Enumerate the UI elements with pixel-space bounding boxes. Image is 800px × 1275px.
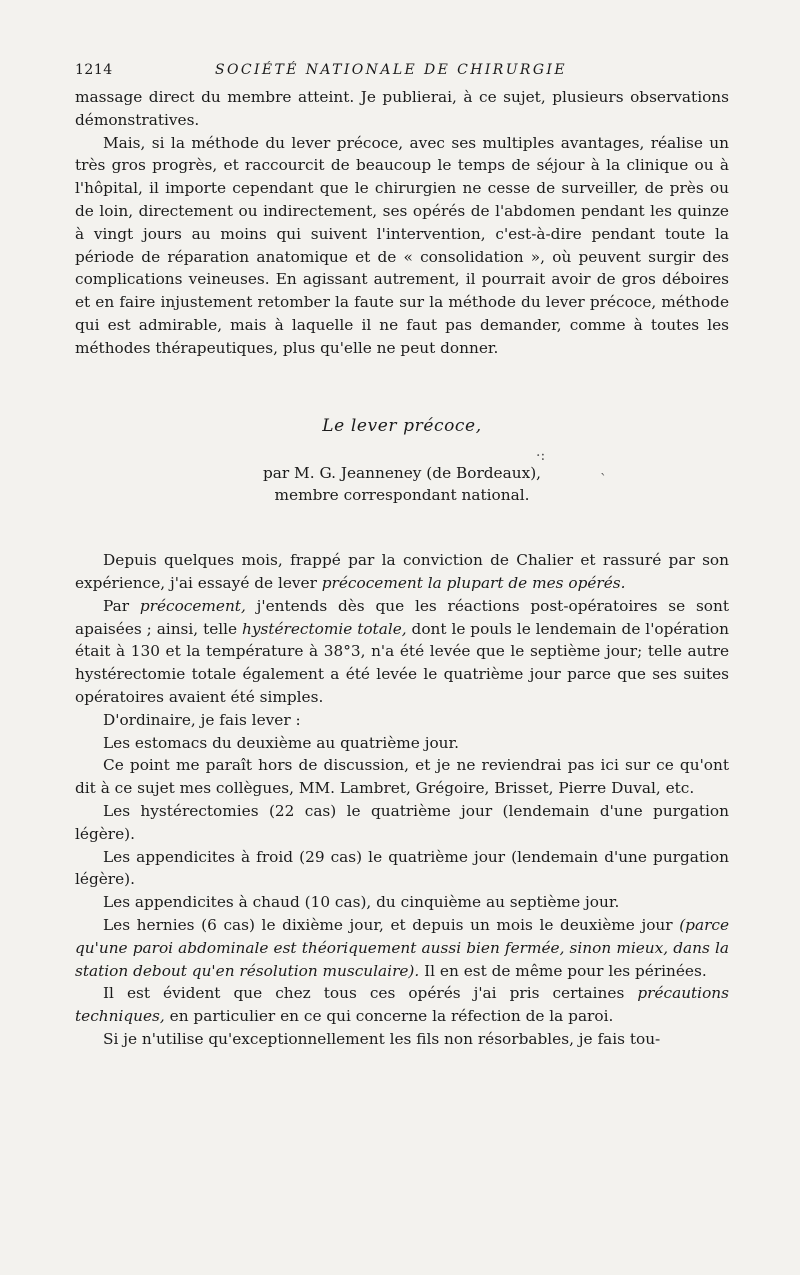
paragraph: Si je n'utilise qu'exceptionnellement les fils non résorbables, je fais tou- — [103, 1029, 661, 1048]
byline — [75, 462, 729, 508]
paragraph: Les estomacs du deuxième au quatrième jour. — [103, 733, 460, 752]
paragraph: massage direct du membre atteint. Je publierai, à ce sujet, plusieurs observations démonstratives. — [75, 88, 729, 129]
article-title: Le lever précoce, — [322, 415, 482, 436]
paragraph: Les appendicites à chaud (10 cas), du cinquième au septième jour. — [103, 893, 620, 912]
running-title: SOCIÉTÉ NATIONALE DE CHIRURGIE — [215, 62, 567, 78]
paragraph: Les appendicites à froid (29 cas) le quatrième jour (lendemain d'une purgation légère). — [75, 847, 729, 889]
ink-mark: ·: — [536, 448, 546, 464]
paragraph: Depuis quelques mois, frappé par la conviction de Chalier et rassuré par son expérience, j'ai essayé de lever précocement la plupart de mes opérés. — [75, 551, 729, 592]
author-role: membre correspondant national. — [274, 486, 530, 505]
author-line: par M. G. Jeanneney (de Bordeaux), — [262, 463, 542, 482]
paragraph: Par précocement, j'entends dès que les réactions post-opératoires se sont apaisées ; ainsi, telle hystérectomie totale, dont le pouls le lendemain de l'opération était à 130 et la température à 38°3, n'a été levée que le septième jour; telle autre hystérectomie totale également a été levée le quatrième jour parce que ses suites opératoires avaient été simples. — [75, 596, 730, 706]
page — [75, 62, 729, 1051]
paragraph: Mais, si la méthode du lever précoce, avec ses multiples avantages, réalise un très gros progrès, et raccourcit de beaucoup le temps de séjour à la clinique ou à l'hôpital, il importe cependant que le chirurgien ne cesse de surveiller, de près ou de loin, directement ou indirectement, ses opérés de l'abdomen pendant les quinze à vingt jours au moins qui suivent l'intervention, c'est-à-dire pendant toute la période de réparation anatomique et de « consolidation », où peuvent surgir des complications veineuses. En agissant autrement, il pourrait avoir de gros déboires et en faire injustement retomber la faute sur la méthode du lever précoce, méthode qui est admirable, mais à laquelle il ne faut pas demander, comme à toutes les méthodes thérapeutiques, plus qu'elle ne peut donner. — [75, 133, 729, 357]
paragraph: Les hystérectomies (22 cas) le quatrième jour (lendemain d'une purgation légère). — [75, 801, 729, 843]
paragraph: Les hernies (6 cas) le dixième jour, et depuis un mois le deuxième jour (parce qu'une paroi abdominale est théoriquement aussi bien fermée, sinon mieux, dans la station debout qu'en résolution musculaire). Il en est de même pour les périnées. — [75, 915, 729, 980]
paragraph: D'ordinaire, je fais lever : — [103, 710, 301, 729]
article-heading — [75, 416, 729, 508]
paragraph: Ce point me paraît hors de discussion, et je ne reviendrai pas ici sur ce qu'ont dit à ce sujet mes collègues, MM. Lambret, Grégoire, Brisset, Pierre Duval, etc. — [75, 756, 729, 798]
page-number: 1214 — [75, 62, 113, 78]
ink-mark: ˋ — [600, 472, 607, 488]
paragraph: Il est évident que chez tous ces opérés j'ai pris certaines précautions techniques, en particulier en ce qui concerne la réfection de la paroi. — [75, 984, 729, 1026]
running-header — [75, 62, 729, 86]
